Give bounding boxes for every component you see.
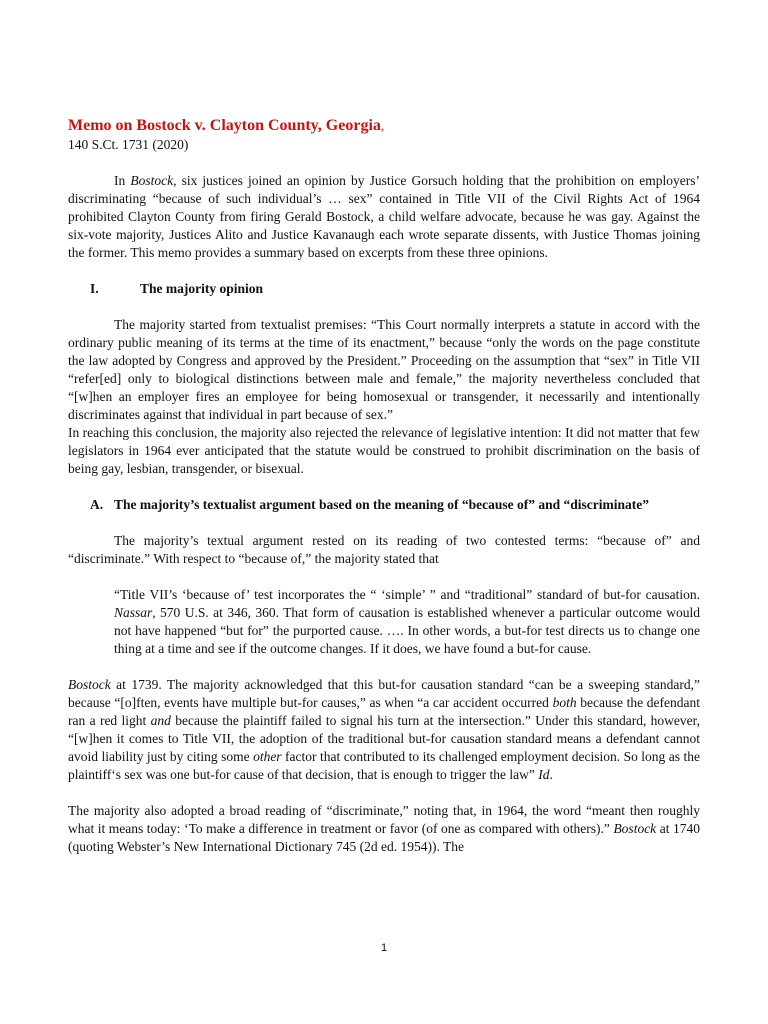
but-for-case-name: Bostock bbox=[68, 677, 111, 692]
memo-title: Memo on Bostock v. Clayton County, Georgia bbox=[68, 117, 381, 134]
discriminate-paragraph bbox=[68, 802, 700, 856]
subsection-number: A. bbox=[90, 497, 104, 512]
page-number: 1 bbox=[380, 942, 388, 954]
memo-header bbox=[68, 116, 700, 136]
but-for-text-3: because the plaintiff failed to signal his turn at the intersection.” Under this standard, however, “[w]hen it comes to Title VII, the adoption of the traditional but-for causation standard means a defendant cannot avoid liability just by citing some bbox=[68, 713, 700, 764]
but-for-em-id: Id bbox=[538, 767, 550, 782]
discriminate-text-1: The majority also adopted a broad reading of “discriminate,” noting that, in 1964, the word “meant then roughly what it means today: ‘To make a difference in treatment or favor (of one as compared with others).” bbox=[68, 803, 700, 836]
quote-case-name: Nassar bbox=[114, 605, 153, 620]
but-for-text-5: . bbox=[549, 767, 553, 782]
quote-text-1: “Title VII’s ‘because of’ test incorporates the “ ‘simple’ ” and “traditional” standard of but-for causation. bbox=[114, 587, 700, 602]
intro-case-name: Bostock bbox=[130, 173, 174, 188]
intro-text-2: , six justices joined an opinion by Justice Gorsuch holding that the prohibition on employers’ discriminating “because of such individual’s … sex” contained in Title VII of the Civil Rights Act of 1964 prohibited Clayton County from firing Gerald Bostock, a child welfare advocate, because he was gay. Against the six-vote majority, Justices Alito and Justice Kavanaugh each wrote separate dissents, with Justice Thomas joining the former. This memo provides a summary based on excerpts from these three opinions. bbox=[68, 173, 700, 260]
memo-title-comma: , bbox=[380, 118, 385, 133]
majority-paragraph-2: In reaching this conclusion, the majority also rejected the relevance of legislative intention: It did not matter that few legislators in 1964 ever anticipated that the statute would be construed to prohibit discrimination on the basis of being gay, lesbian, transgender, or bisexual. bbox=[68, 425, 700, 476]
discriminate-case-name: Bostock bbox=[613, 821, 657, 836]
section-title: The majority opinion bbox=[140, 281, 264, 296]
quote-text-2: , 570 U.S. at 346, 360. That form of causation is established whenever a particular outcome would not have happened “but for” the purported cause. …. In other words, a but-for test directs us to change one thing at a time and see if the outcome changes. If it does, we have found a but-for cause. bbox=[114, 605, 700, 656]
subsection-title: The majority’s textualist argument based on the meaning of “because of” and “discriminate” bbox=[114, 497, 649, 512]
but-for-em-and: and bbox=[150, 713, 171, 728]
but-for-text-1: at 1739. The majority acknowledged that this but-for causation standard “can be a sweeping standard,” because “[o]ften, events have multiple but-for causes,” as when “a car accident occurred bbox=[68, 677, 700, 710]
discriminate-text-2: at 1740 (quoting Webster’s New International Dictionary 745 (2d ed. 1954)). The bbox=[68, 821, 700, 854]
but-for-paragraph bbox=[68, 676, 700, 784]
but-for-text-2: because the defendant ran a red light bbox=[68, 695, 701, 728]
majority-paragraph-1: The majority started from textualist premises: “This Court normally interprets a statute in accord with the ordinary public meaning of its terms at the time of its enactment,” because “only the words on the page constitute the law adopted by Congress and approved by the President.” Proceeding on the assumption that “sex” in Title VII “refer[ed] only to biological distinctions between male and female,” the majority nevertheless concluded that “[w]hen an employer fires an employee for being homosexual or transgender, it necessarily and intentionally discriminates against that individual in part because of sex.” bbox=[68, 317, 700, 422]
textual-argument-paragraph: The majority’s textual argument rested on its reading of two contested terms: “because of” and “discriminate.” With respect to “because of,” the majority stated that bbox=[68, 533, 700, 566]
subsection-heading-textualist bbox=[90, 496, 700, 514]
section-number: I. bbox=[90, 281, 99, 296]
section-heading-majority bbox=[90, 280, 700, 298]
intro-text-1: In bbox=[114, 173, 131, 188]
but-for-em-both: both bbox=[552, 695, 577, 710]
but-for-text-4: factor that contributed to its challenged employment decision. So long as the plaintiff‘s sex was one but-for cause of that decision, that is enough to trigger the law” bbox=[68, 749, 700, 782]
intro-paragraph bbox=[68, 172, 700, 262]
memo-body bbox=[68, 116, 700, 856]
block-quote bbox=[114, 586, 700, 658]
memo-citation: 140 S.Ct. 1731 (2020) bbox=[68, 137, 189, 152]
but-for-em-other: other bbox=[253, 749, 282, 764]
